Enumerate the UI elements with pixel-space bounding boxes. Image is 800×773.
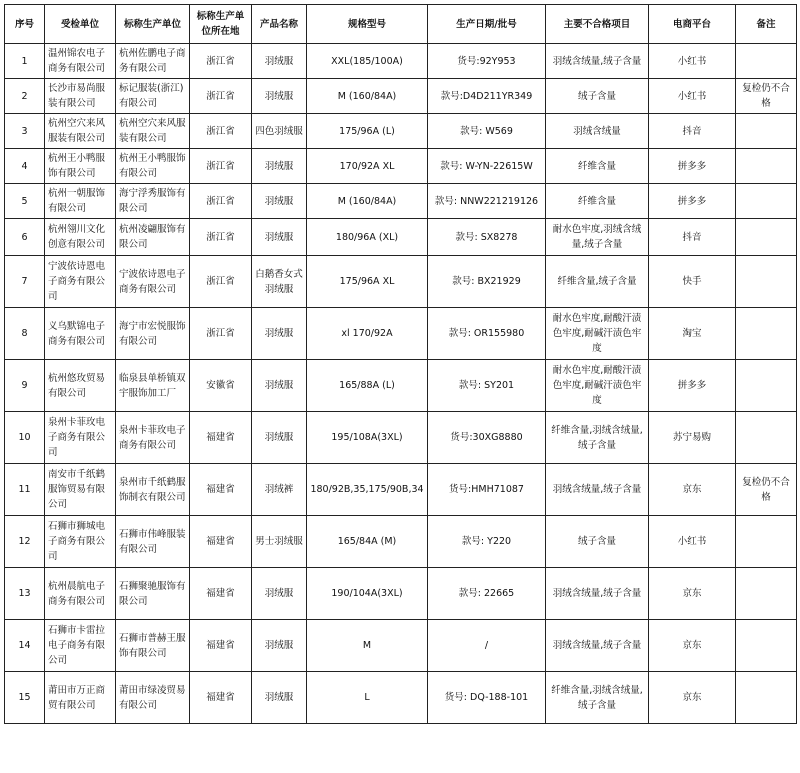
table-row (5, 412, 797, 464)
header-cell: 备注 (736, 5, 797, 44)
table-cell: 羽绒服 (252, 412, 307, 464)
table-cell: 羽绒服 (252, 620, 307, 672)
table-cell: 纤维含量 (546, 149, 649, 184)
header-cell: 序号 (5, 5, 45, 44)
table-cell: 13 (5, 568, 45, 620)
table-cell: 耐水色牢度,耐酸汗渍色牢度,耐碱汗渍色牢度 (546, 308, 649, 360)
inspection-table (4, 4, 797, 724)
header-cell: 生产日期/批号 (428, 5, 546, 44)
table-cell: 京东 (649, 620, 736, 672)
table-cell: 京东 (649, 464, 736, 516)
table-cell (736, 219, 797, 256)
table-cell: 绒子含量 (546, 79, 649, 114)
table-cell: 款号: SY201 (428, 360, 546, 412)
table-cell: / (428, 620, 546, 672)
table-cell: M (307, 620, 428, 672)
table-cell: 泉州卡菲玫电子商务有限公司 (116, 412, 190, 464)
table-cell: 福建省 (190, 568, 252, 620)
table-cell: 羽绒服 (252, 308, 307, 360)
table-cell (736, 620, 797, 672)
table-cell: 羽绒服 (252, 79, 307, 114)
table-row (5, 360, 797, 412)
table-row (5, 219, 797, 256)
table-cell: 羽绒含绒量,绒子含量 (546, 464, 649, 516)
table-cell: 款号:D4D211YR349 (428, 79, 546, 114)
table-cell: 南安市千纸鹤服饰贸易有限公司 (45, 464, 116, 516)
table-cell: 7 (5, 256, 45, 308)
header-cell: 主要不合格项目 (546, 5, 649, 44)
table-cell: 浙江省 (190, 79, 252, 114)
table-cell: 复检仍不合格 (736, 79, 797, 114)
table-cell: 8 (5, 308, 45, 360)
table-cell: 货号: DQ-188-101 (428, 672, 546, 724)
table-cell: 复检仍不合格 (736, 464, 797, 516)
table-cell (736, 568, 797, 620)
table-cell: 羽绒服 (252, 184, 307, 219)
table-cell: 15 (5, 672, 45, 724)
table-cell: 安徽省 (190, 360, 252, 412)
table-cell: 莆田市万正商贸有限公司 (45, 672, 116, 724)
table-cell: 男士羽绒服 (252, 516, 307, 568)
table-cell: 临泉县单桥镇双宇服饰加工厂 (116, 360, 190, 412)
table-cell: 福建省 (190, 620, 252, 672)
table-cell (736, 360, 797, 412)
table-row (5, 516, 797, 568)
table-cell: 标记服装(浙江)有限公司 (116, 79, 190, 114)
table-cell (736, 256, 797, 308)
table-cell: 羽绒含绒量,绒子含量 (546, 620, 649, 672)
table-cell: 抖音 (649, 114, 736, 149)
header-row (5, 5, 797, 44)
table-cell: 款号: Y220 (428, 516, 546, 568)
table-cell: 170/92A XL (307, 149, 428, 184)
table-cell: 羽绒服 (252, 360, 307, 412)
header-cell: 标称生产单位所在地 (190, 5, 252, 44)
table-cell (736, 672, 797, 724)
table-cell: 羽绒服 (252, 219, 307, 256)
table-cell: 3 (5, 114, 45, 149)
table-cell: 四色羽绒服 (252, 114, 307, 149)
header-cell: 受检单位 (45, 5, 116, 44)
table-cell: 白鹅香女式羽绒服 (252, 256, 307, 308)
table-cell: 杭州凌翩服饰有限公司 (116, 219, 190, 256)
table-cell: 纤维含量,羽绒含绒量,绒子含量 (546, 412, 649, 464)
table-cell: 羽绒服 (252, 149, 307, 184)
table-cell: 羽绒含绒量,绒子含量 (546, 568, 649, 620)
table-cell: M (160/84A) (307, 79, 428, 114)
table-row (5, 672, 797, 724)
table-cell: 浙江省 (190, 149, 252, 184)
table-cell: 12 (5, 516, 45, 568)
table-cell: 小红书 (649, 44, 736, 79)
table-cell: 杭州晨航电子商务有限公司 (45, 568, 116, 620)
table-cell: 4 (5, 149, 45, 184)
table-cell: 11 (5, 464, 45, 516)
table-cell: 杭州一朝服饰有限公司 (45, 184, 116, 219)
table-cell: 180/92B,35,175/90B,34 (307, 464, 428, 516)
table-cell: 羽绒服 (252, 672, 307, 724)
table-cell: 浙江省 (190, 256, 252, 308)
table-cell: xl 170/92A (307, 308, 428, 360)
table-row (5, 184, 797, 219)
table-cell: 杭州翎川文化创意有限公司 (45, 219, 116, 256)
table-cell: 石狮市伟峰服装有限公司 (116, 516, 190, 568)
header-cell: 标称生产单位 (116, 5, 190, 44)
table-cell: 京东 (649, 672, 736, 724)
table-cell: 6 (5, 219, 45, 256)
table-cell: 温州锦农电子商务有限公司 (45, 44, 116, 79)
table-cell: 淘宝 (649, 308, 736, 360)
table-cell: 义乌默锦电子商务有限公司 (45, 308, 116, 360)
table-cell: 杭州王小鸭服饰有限公司 (45, 149, 116, 184)
table-row (5, 308, 797, 360)
table-cell: 浙江省 (190, 184, 252, 219)
table-cell: 小红书 (649, 516, 736, 568)
table-cell: 石狮聚驰服饰有限公司 (116, 568, 190, 620)
header-cell: 产品名称 (252, 5, 307, 44)
table-cell: 浙江省 (190, 44, 252, 79)
table-cell: 165/84A (M) (307, 516, 428, 568)
table-cell: 泉州卡菲玫电子商务有限公司 (45, 412, 116, 464)
table-cell: 抖音 (649, 219, 736, 256)
table-cell: 石狮市狮城电子商务有限公司 (45, 516, 116, 568)
table-cell: 莆田市绿凌贸易有限公司 (116, 672, 190, 724)
table-cell: 货号:HMH71087 (428, 464, 546, 516)
table-cell: 165/88A (L) (307, 360, 428, 412)
header-cell: 规格型号 (307, 5, 428, 44)
table-cell: 京东 (649, 568, 736, 620)
table-cell: 180/96A (XL) (307, 219, 428, 256)
table-cell: 羽绒服 (252, 44, 307, 79)
table-cell: 175/96A (L) (307, 114, 428, 149)
table-cell (736, 44, 797, 79)
table-cell: 款号: SX8278 (428, 219, 546, 256)
table-cell: 纤维含量 (546, 184, 649, 219)
table-cell: 2 (5, 79, 45, 114)
table-cell: 杭州王小鸭服饰有限公司 (116, 149, 190, 184)
table-cell: 宁波依诗恩电子商务有限公司 (116, 256, 190, 308)
table-cell: 浙江省 (190, 114, 252, 149)
table-cell: 海宁浮秀服饰有限公司 (116, 184, 190, 219)
table-cell: 绒子含量 (546, 516, 649, 568)
table-cell: 海宁市宏悦服饰有限公司 (116, 308, 190, 360)
table-cell: 拼多多 (649, 149, 736, 184)
table-cell: 浙江省 (190, 308, 252, 360)
table-cell: 款号: BX21929 (428, 256, 546, 308)
table-cell: 石狮市普赫王服饰有限公司 (116, 620, 190, 672)
table-cell: 羽绒裤 (252, 464, 307, 516)
table-cell (736, 114, 797, 149)
table-cell: 款号: OR155980 (428, 308, 546, 360)
table-row (5, 149, 797, 184)
table-cell: 5 (5, 184, 45, 219)
table-cell: 耐水色牢度,羽绒含绒量,绒子含量 (546, 219, 649, 256)
table-cell: 石狮市卡雷拉电子商务有限公司 (45, 620, 116, 672)
table-row (5, 114, 797, 149)
table-cell: 羽绒含绒量 (546, 114, 649, 149)
table-cell: 快手 (649, 256, 736, 308)
table-cell: L (307, 672, 428, 724)
table-row (5, 464, 797, 516)
table-cell (736, 149, 797, 184)
table-cell: M (160/84A) (307, 184, 428, 219)
table-cell: 1 (5, 44, 45, 79)
table-cell: 羽绒服 (252, 568, 307, 620)
table-cell (736, 184, 797, 219)
table-cell: XXL(185/100A) (307, 44, 428, 79)
table-cell: 14 (5, 620, 45, 672)
table-cell: 195/108A(3XL) (307, 412, 428, 464)
table-row (5, 620, 797, 672)
table-cell: 杭州悠玫贸易有限公司 (45, 360, 116, 412)
table-cell: 长沙市易尚服装有限公司 (45, 79, 116, 114)
table-cell: 拼多多 (649, 184, 736, 219)
header-cell: 电商平台 (649, 5, 736, 44)
table-row (5, 568, 797, 620)
table-cell: 杭州空穴来风服装有限公司 (116, 114, 190, 149)
table-cell: 纤维含量,羽绒含绒量,绒子含量 (546, 672, 649, 724)
table-cell: 款号: W-YN-22615W (428, 149, 546, 184)
table-cell: 10 (5, 412, 45, 464)
table-cell: 福建省 (190, 464, 252, 516)
table-cell: 宁波依诗恩电子商务有限公司 (45, 256, 116, 308)
table-cell: 杭州佐鹏电子商务有限公司 (116, 44, 190, 79)
table-cell: 纤维含量,绒子含量 (546, 256, 649, 308)
table-cell (736, 412, 797, 464)
table-cell: 175/96A XL (307, 256, 428, 308)
table-cell: 泉州市千纸鹤服饰制衣有限公司 (116, 464, 190, 516)
table-cell: 9 (5, 360, 45, 412)
table-cell: 羽绒含绒量,绒子含量 (546, 44, 649, 79)
table-cell: 货号:30XG8880 (428, 412, 546, 464)
table-cell: 190/104A(3XL) (307, 568, 428, 620)
table-row (5, 79, 797, 114)
table-cell: 浙江省 (190, 219, 252, 256)
table-cell: 小红书 (649, 79, 736, 114)
table-cell: 款号: NNW221219126 (428, 184, 546, 219)
table-cell: 款号: 22665 (428, 568, 546, 620)
table-cell: 款号: W569 (428, 114, 546, 149)
table-cell (736, 308, 797, 360)
table-cell: 杭州空穴来风服装有限公司 (45, 114, 116, 149)
table-cell: 拼多多 (649, 360, 736, 412)
table-row (5, 256, 797, 308)
table-cell: 苏宁易购 (649, 412, 736, 464)
table-cell: 耐水色牢度,耐酸汗渍色牢度,耐碱汗渍色牢度 (546, 360, 649, 412)
table-cell (736, 516, 797, 568)
table-cell: 福建省 (190, 672, 252, 724)
table-cell: 货号:92Y953 (428, 44, 546, 79)
table-cell: 福建省 (190, 516, 252, 568)
table-cell: 福建省 (190, 412, 252, 464)
table-row (5, 44, 797, 79)
